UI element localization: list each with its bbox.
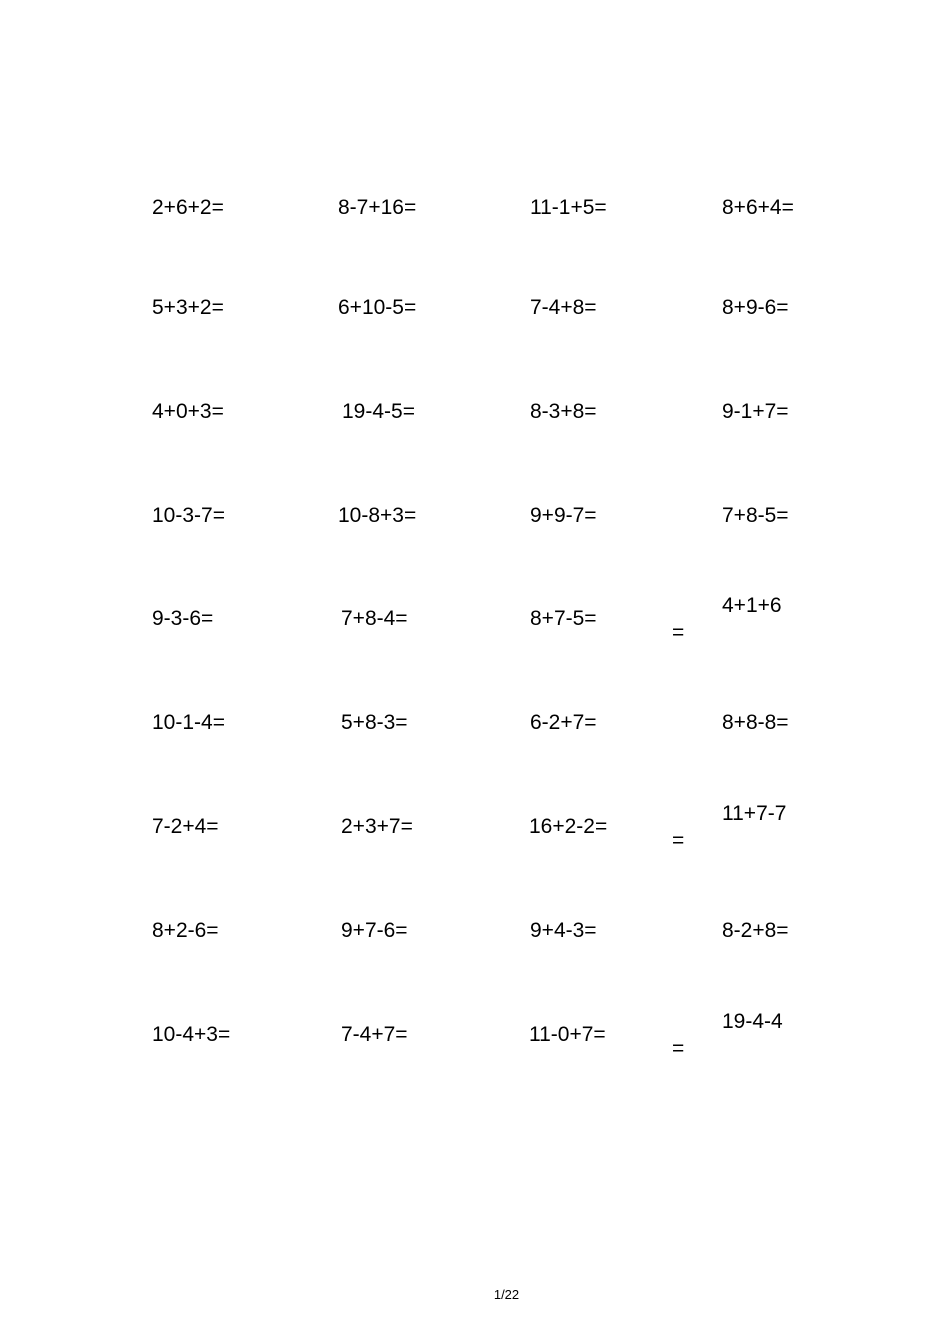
equals-sign: =: [672, 621, 685, 644]
problem: 4+1+6: [722, 594, 782, 617]
page-number: 1/22: [493, 1287, 520, 1302]
problem: 9+7-6=: [341, 919, 408, 942]
problem: 2+3+7=: [341, 815, 413, 838]
problem: 5+8-3=: [341, 711, 408, 734]
problem: 6+10-5=: [338, 296, 417, 319]
problem: 10-1-4=: [152, 711, 225, 734]
problem: 7-4+7=: [341, 1023, 408, 1046]
problem: 7-4+8=: [530, 296, 597, 319]
problem: 9-1+7=: [722, 400, 789, 423]
problem: 8+8-8=: [722, 711, 789, 734]
problem: 5+3+2=: [152, 296, 224, 319]
problem: 19-4-4: [722, 1010, 783, 1033]
problem: 11-1+5=: [530, 196, 607, 219]
problem: 8-2+8=: [722, 919, 789, 942]
problem: 9+4-3=: [530, 919, 597, 942]
problem: 11+7-7: [722, 802, 787, 825]
problem: 10-4+3=: [152, 1023, 231, 1046]
problem: 19-4-5=: [342, 400, 415, 423]
problem: 8-7+16=: [338, 196, 417, 219]
equals-sign: =: [672, 1037, 685, 1060]
problem: 4+0+3=: [152, 400, 224, 423]
problem: 10-8+3=: [338, 504, 417, 527]
problem: 8-3+8=: [530, 400, 597, 423]
problem: 9+9-7=: [530, 504, 597, 527]
problem: 7+8-5=: [722, 504, 789, 527]
problem: 8+6+4=: [722, 196, 794, 219]
problem: 9-3-6=: [152, 607, 214, 630]
problem: 6-2+7=: [530, 711, 597, 734]
problem: 10-3-7=: [152, 504, 225, 527]
problem: 8+7-5=: [530, 607, 597, 630]
equals-sign: =: [672, 829, 685, 852]
problem: 11-0+7=: [529, 1023, 606, 1046]
problem: 16+2-2=: [529, 815, 608, 838]
problem: 2+6+2=: [152, 196, 224, 219]
problem: 8+2-6=: [152, 919, 219, 942]
problem: 8+9-6=: [722, 296, 789, 319]
problem: 7-2+4=: [152, 815, 219, 838]
problem: 7+8-4=: [341, 607, 408, 630]
